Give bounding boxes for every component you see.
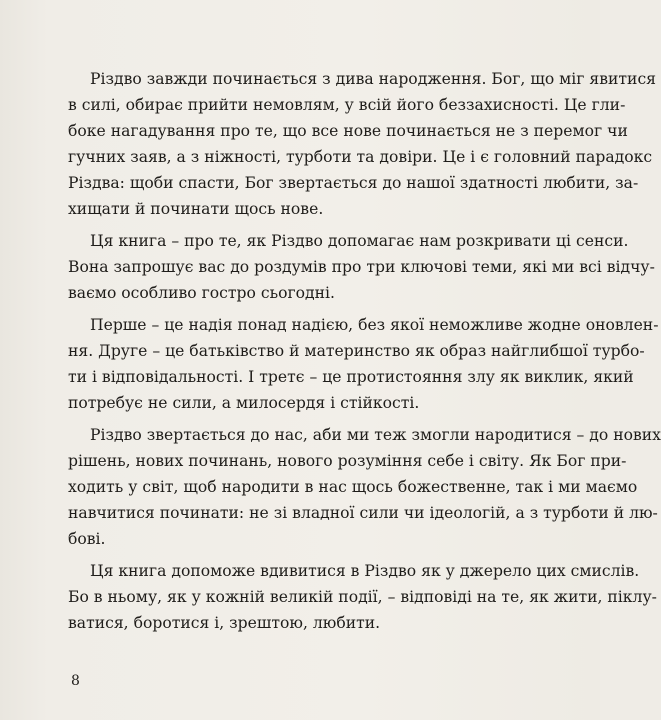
page-number: 8 [71,673,80,689]
text-line: боке нагадування про те, що все нове починається не з перемог чи [68,122,628,140]
text-line: Ця книга – про те, як Різдво допомагає нам розкривати ці сенси. [90,232,629,250]
paragraph-4 [68,422,661,552]
text-line: Різдва: щоби спасти, Бог звертається до нашої здатності любити, за- [68,174,639,192]
text-line: Вона запрошує вас до роздумів про три ключові теми, які ми всі відчу- [68,258,655,276]
paragraph-2 [68,228,655,306]
text-line: ватися, боротися і, зрештою, любити. [68,614,381,632]
text-line: рішень, нових починань, нового розуміння себе і світу. Як Бог при- [68,452,627,470]
text-line: Різдво звертається до нас, аби ми теж змогли народитися – до нових [90,426,661,444]
paragraph-1 [68,66,657,222]
text-line: ня. Друге – це батьківство й материнство як образ найглибшої турбо- [68,342,645,360]
text-line: навчитися починати: не зі владної сили чи ідеологій, а з турботи й лю- [68,504,658,522]
text-line: Різдво завжди починається з дива народження. Бог, що міг явитися [90,70,657,88]
text-line: потребує не сили, а милосердя і стійкості. [68,394,420,412]
text-line: Бо в ньому, як у кожній великій події, – відповіді на те, як жити, піклу- [68,588,657,606]
paragraph-3 [68,312,659,416]
text-line: Ця книга допоможе вдивитися в Різдво як у джерело цих смислів. [90,562,640,580]
body-text [68,66,661,636]
text-line: ваємо особливо гостро сьогодні. [68,284,335,302]
text-line: гучних заяв, а з ніжності, турботи та довіри. Це і є головний парадокс [68,148,653,166]
text-line: бові. [68,530,106,548]
text-line: в силі, обирає прийти немовлям, у всій його беззахисності. Це гли- [68,96,626,114]
text-line: хищати й починати щось нове. [68,200,324,218]
paragraph-5 [68,558,657,636]
text-line: ходить у світ, щоб народити в нас щось божественне, так і ми маємо [68,478,638,496]
text-line: ти і відповідальності. І третє – це протистояння злу як виклик, який [68,368,634,386]
text-line: Перше – це надія понад надією, без якої неможливе жодне оновлен- [90,316,659,334]
